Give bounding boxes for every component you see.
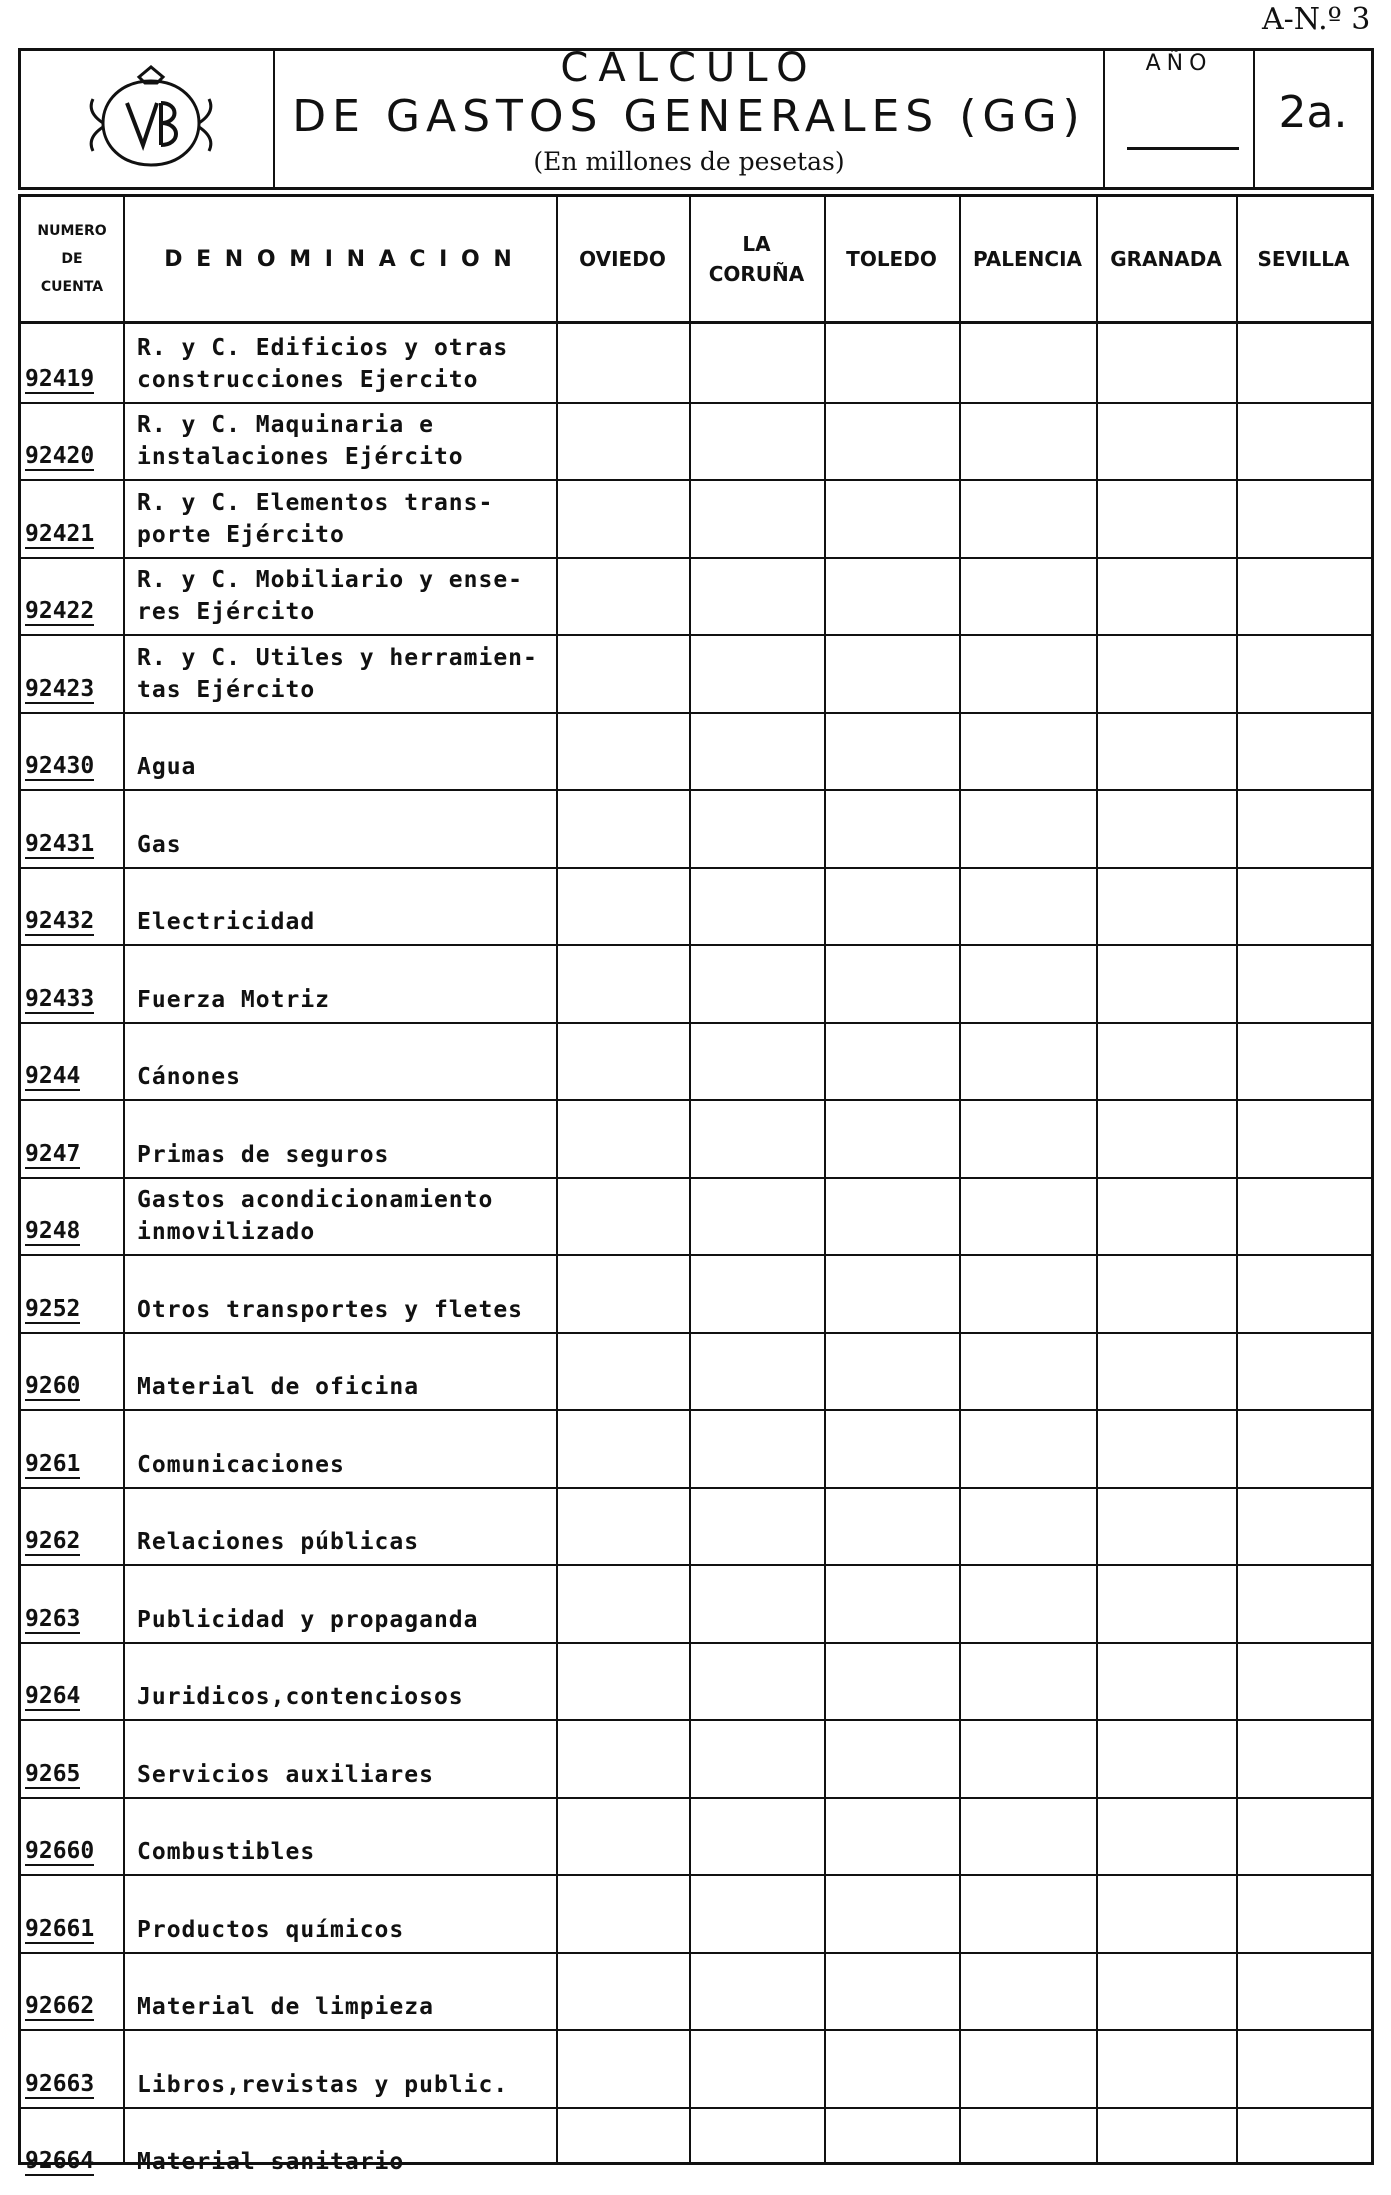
account-number-text: 92419 — [25, 365, 95, 392]
amount-cell-palencia[interactable] — [959, 1564, 1096, 1642]
account-denomination: Relaciones públicas — [137, 1529, 420, 1555]
amount-cell-palencia[interactable] — [959, 1952, 1096, 2030]
account-number-text: 92661 — [25, 1915, 95, 1942]
amount-cell-sevilla[interactable] — [1236, 2107, 1371, 2185]
table-row — [21, 1022, 1371, 1100]
account-denomination: Servicios auxiliares — [137, 1761, 434, 1788]
amount-cell-corua[interactable] — [689, 1409, 824, 1487]
amount-cell-granada[interactable] — [1096, 789, 1236, 867]
table-row — [21, 1874, 1371, 1952]
table-row — [21, 1254, 1371, 1332]
amount-cell-palencia[interactable] — [959, 1099, 1096, 1177]
amount-cell-oviedo[interactable] — [556, 1177, 689, 1255]
account-denomination: R. y C. Edificios y otras construcciones Ejercito — [137, 334, 509, 393]
amount-cell-oviedo[interactable] — [556, 1409, 689, 1487]
amount-cell-palencia[interactable] — [959, 557, 1096, 635]
amount-cell-corua[interactable] — [689, 2107, 824, 2185]
table-row — [21, 1487, 1371, 1565]
amount-cell-oviedo[interactable] — [556, 557, 689, 635]
amount-cell-granada[interactable] — [1096, 712, 1236, 790]
amount-cell-corua[interactable] — [689, 1874, 824, 1952]
account-number — [21, 789, 123, 867]
account-number-text: 92423 — [25, 675, 95, 702]
table-row — [21, 2107, 1371, 2185]
amount-cell-palencia[interactable] — [959, 789, 1096, 867]
amount-cell-granada[interactable] — [1096, 634, 1236, 712]
amount-cell-oviedo[interactable] — [556, 789, 689, 867]
amount-cell-toledo[interactable] — [824, 1874, 959, 1952]
table-row — [21, 1409, 1371, 1487]
amount-cell-oviedo[interactable] — [556, 634, 689, 712]
account-number — [21, 2107, 123, 2185]
column-header-denominacion: D E N O M I N A C I O N — [164, 246, 515, 272]
amount-cell-granada[interactable] — [1096, 1797, 1236, 1875]
amount-cell-sevilla[interactable] — [1236, 1952, 1371, 2030]
amount-cell-granada[interactable] — [1096, 1099, 1236, 1177]
amount-cell-granada[interactable] — [1096, 1874, 1236, 1952]
account-denomination: R. y C. Elementos trans- porte Ejército — [137, 489, 494, 548]
table-row — [21, 1719, 1371, 1797]
amount-cell-oviedo[interactable] — [556, 1022, 689, 1100]
account-number — [21, 634, 123, 712]
amount-cell-oviedo[interactable] — [556, 712, 689, 790]
account-number-text: 92421 — [25, 520, 95, 547]
account-denomination: R. y C. Mobiliario y ense- res Ejército — [137, 567, 524, 625]
amount-cell-toledo[interactable] — [824, 1952, 959, 2030]
amount-cell-oviedo[interactable] — [556, 2029, 689, 2107]
amount-cell-corua[interactable] — [689, 1022, 824, 1100]
account-denomination: R. y C. Maquinaria e instalaciones Ejército — [137, 412, 464, 470]
amount-cell-toledo[interactable] — [824, 2029, 959, 2107]
amount-cell-toledo[interactable] — [824, 1642, 959, 1720]
account-number — [21, 2029, 123, 2107]
account-denomination: Comunicaciones — [137, 1451, 345, 1478]
amount-cell-palencia[interactable] — [959, 634, 1096, 712]
year-box — [1105, 51, 1253, 187]
amount-cell-palencia[interactable] — [959, 1332, 1096, 1410]
form-header — [18, 45, 1374, 190]
amount-cell-toledo[interactable] — [824, 1177, 959, 1255]
amount-cell-toledo[interactable] — [824, 944, 959, 1022]
amount-cell-granada[interactable] — [1096, 1952, 1236, 2030]
account-number-text: 9260 — [25, 1373, 81, 1399]
account-number — [21, 1177, 123, 1255]
amount-cell-sevilla[interactable] — [1236, 479, 1371, 557]
amount-cell-sevilla[interactable] — [1236, 1177, 1371, 1255]
amount-cell-sevilla[interactable] — [1236, 1487, 1371, 1565]
accounts-table — [18, 194, 1374, 2175]
title-subtitle: (En millones de pesetas) — [533, 147, 845, 176]
account-denomination: Productos químicos — [137, 1916, 405, 1943]
account-number-text: 92432 — [25, 908, 95, 934]
amount-cell-corua[interactable] — [689, 402, 824, 480]
amount-cell-granada[interactable] — [1096, 1409, 1236, 1487]
amount-cell-palencia[interactable] — [959, 1022, 1096, 1100]
table-row — [21, 1564, 1371, 1642]
amount-cell-granada[interactable] — [1096, 1177, 1236, 1255]
amount-cell-corua[interactable] — [689, 634, 824, 712]
account-number-text: 9261 — [25, 1450, 81, 1477]
amount-cell-palencia[interactable] — [959, 867, 1096, 945]
amount-cell-palencia[interactable] — [959, 479, 1096, 557]
account-number — [21, 402, 123, 480]
amount-cell-granada[interactable] — [1096, 479, 1236, 557]
account-number-text: 9265 — [25, 1760, 81, 1787]
amount-cell-toledo[interactable] — [824, 1254, 959, 1332]
amount-cell-oviedo[interactable] — [556, 479, 689, 557]
amount-cell-toledo[interactable] — [824, 324, 959, 402]
account-denomination: Primas de seguros — [137, 1141, 390, 1168]
table-row — [21, 324, 1371, 402]
amount-cell-toledo[interactable] — [824, 1099, 959, 1177]
column-header-toledo: TOLEDO — [846, 247, 937, 271]
account-denomination: Gastos acondicionamiento inmovilizado — [137, 1187, 494, 1245]
table-row — [21, 1642, 1371, 1720]
account-number-text: 9263 — [25, 1605, 81, 1632]
amount-cell-granada[interactable] — [1096, 1332, 1236, 1410]
amount-cell-toledo[interactable] — [824, 712, 959, 790]
account-number — [21, 1797, 123, 1875]
amount-cell-corua[interactable] — [689, 1332, 824, 1410]
amount-cell-palencia[interactable] — [959, 1409, 1096, 1487]
amount-cell-palencia[interactable] — [959, 1797, 1096, 1875]
account-number — [21, 1409, 123, 1487]
account-number-text: 92662 — [25, 1993, 95, 2019]
account-number — [21, 712, 123, 790]
amount-cell-granada[interactable] — [1096, 867, 1236, 945]
amount-cell-corua[interactable] — [689, 324, 824, 402]
account-denomination: Material sanitario — [137, 2149, 405, 2175]
amount-cell-sevilla[interactable] — [1236, 1564, 1371, 1642]
account-number — [21, 1254, 123, 1332]
table-row — [21, 789, 1371, 867]
amount-cell-granada[interactable] — [1096, 1642, 1236, 1720]
amount-cell-granada[interactable] — [1096, 1022, 1236, 1100]
amount-cell-palencia[interactable] — [959, 2029, 1096, 2107]
amount-cell-sevilla[interactable] — [1236, 1719, 1371, 1797]
amount-cell-palencia[interactable] — [959, 1719, 1096, 1797]
account-number — [21, 1719, 123, 1797]
amount-cell-oviedo[interactable] — [556, 944, 689, 1022]
table-row — [21, 2029, 1371, 2107]
amount-cell-sevilla[interactable] — [1236, 944, 1371, 1022]
amount-cell-toledo[interactable] — [824, 634, 959, 712]
amount-cell-corua[interactable] — [689, 1719, 824, 1797]
amount-cell-sevilla[interactable] — [1236, 1874, 1371, 1952]
amount-cell-toledo[interactable] — [824, 1332, 959, 1410]
amount-cell-toledo[interactable] — [824, 1564, 959, 1642]
table-row — [21, 1177, 1371, 1255]
amount-cell-corua[interactable] — [689, 479, 824, 557]
column-header-granada: GRANADA — [1110, 247, 1222, 271]
reference-number: A-N.º 3 — [1262, 2, 1371, 37]
amount-cell-corua[interactable] — [689, 2029, 824, 2107]
amount-cell-toledo[interactable] — [824, 557, 959, 635]
amount-cell-corua[interactable] — [689, 557, 824, 635]
amount-cell-oviedo[interactable] — [556, 1797, 689, 1875]
amount-cell-sevilla[interactable] — [1236, 712, 1371, 790]
account-number-text: 9247 — [25, 1140, 81, 1167]
amount-cell-palencia[interactable] — [959, 944, 1096, 1022]
account-number-text: 9244 — [25, 1063, 81, 1089]
amount-cell-granada[interactable] — [1096, 944, 1236, 1022]
amount-cell-granada[interactable] — [1096, 2029, 1236, 2107]
amount-cell-corua[interactable] — [689, 867, 824, 945]
account-denomination: R. y C. Utiles y herramien- tas Ejército — [137, 644, 538, 703]
amount-cell-toledo[interactable] — [824, 1487, 959, 1565]
amount-cell-sevilla[interactable] — [1236, 1332, 1371, 1410]
account-denomination: Agua — [137, 754, 197, 780]
account-number — [21, 1642, 123, 1720]
amount-cell-sevilla[interactable] — [1236, 2029, 1371, 2107]
amount-cell-toledo[interactable] — [824, 1797, 959, 1875]
amount-cell-granada[interactable] — [1096, 324, 1236, 402]
amount-cell-corua[interactable] — [689, 712, 824, 790]
amount-cell-toledo[interactable] — [824, 1409, 959, 1487]
account-denomination: Combustibles — [137, 1839, 316, 1865]
account-number — [21, 1952, 123, 2030]
account-number — [21, 324, 123, 402]
amount-cell-oviedo[interactable] — [556, 324, 689, 402]
account-denomination: Cánones — [137, 1064, 241, 1090]
account-denomination: Fuerza Motriz — [137, 986, 331, 1013]
amount-cell-oviedo[interactable] — [556, 1332, 689, 1410]
amount-cell-granada[interactable] — [1096, 1487, 1236, 1565]
year-field-line — [1127, 147, 1239, 150]
amount-cell-toledo[interactable] — [824, 1719, 959, 1797]
amount-cell-granada[interactable] — [1096, 1564, 1236, 1642]
amount-cell-sevilla[interactable] — [1236, 1642, 1371, 1720]
title-line-2: DE GASTOS GENERALES (GG) — [292, 91, 1086, 142]
amount-cell-granada[interactable] — [1096, 402, 1236, 480]
amount-cell-corua[interactable] — [689, 1099, 824, 1177]
amount-cell-corua[interactable] — [689, 1564, 824, 1642]
year-label: AÑO — [1145, 51, 1213, 76]
account-number — [21, 1874, 123, 1952]
table-row — [21, 634, 1371, 712]
amount-cell-oviedo[interactable] — [556, 2107, 689, 2185]
amount-cell-oviedo[interactable] — [556, 1952, 689, 2030]
table-row — [21, 479, 1371, 557]
account-number-text: 92420 — [25, 443, 95, 469]
amount-cell-oviedo[interactable] — [556, 402, 689, 480]
amount-cell-granada[interactable] — [1096, 557, 1236, 635]
account-number-text: 92430 — [25, 753, 95, 779]
amount-cell-sevilla[interactable] — [1236, 1099, 1371, 1177]
account-denomination: Material de oficina — [137, 1374, 420, 1400]
amount-cell-sevilla[interactable] — [1236, 1409, 1371, 1487]
edition-number: 2a. — [1278, 87, 1348, 138]
amount-cell-palencia[interactable] — [959, 1177, 1096, 1255]
amount-cell-toledo[interactable] — [824, 867, 959, 945]
account-number-text: 92431 — [25, 830, 95, 857]
amount-cell-granada[interactable] — [1096, 2107, 1236, 2185]
account-number — [21, 867, 123, 945]
account-number-text: 92433 — [25, 985, 95, 1012]
title-block — [275, 45, 1103, 187]
amount-cell-corua[interactable] — [689, 1487, 824, 1565]
amount-cell-granada[interactable] — [1096, 1719, 1236, 1797]
table-row — [21, 557, 1371, 635]
amount-cell-corua[interactable] — [689, 1642, 824, 1720]
table-row — [21, 402, 1371, 480]
amount-cell-sevilla[interactable] — [1236, 402, 1371, 480]
account-number — [21, 944, 123, 1022]
amount-cell-palencia[interactable] — [959, 402, 1096, 480]
amount-cell-palencia[interactable] — [959, 1254, 1096, 1332]
amount-cell-palencia[interactable] — [959, 1487, 1096, 1565]
amount-cell-corua[interactable] — [689, 789, 824, 867]
amount-cell-oviedo[interactable] — [556, 867, 689, 945]
amount-cell-corua[interactable] — [689, 1797, 824, 1875]
column-header-oviedo: OVIEDO — [579, 247, 666, 271]
amount-cell-toledo[interactable] — [824, 1022, 959, 1100]
amount-cell-oviedo[interactable] — [556, 1099, 689, 1177]
edition-box — [1255, 51, 1371, 187]
amount-cell-oviedo[interactable] — [556, 1487, 689, 1565]
amount-cell-oviedo[interactable] — [556, 1642, 689, 1720]
amount-cell-corua[interactable] — [689, 1254, 824, 1332]
account-number — [21, 1564, 123, 1642]
amount-cell-sevilla[interactable] — [1236, 867, 1371, 945]
amount-cell-corua[interactable] — [689, 944, 824, 1022]
column-header-palencia: PALENCIA — [972, 247, 1083, 271]
account-number-text: 9264 — [25, 1683, 81, 1709]
table-row — [21, 1099, 1371, 1177]
account-denomination: Publicidad y propaganda — [137, 1606, 479, 1633]
amount-cell-palencia[interactable] — [959, 1642, 1096, 1720]
title-line-1: CALCULO — [560, 45, 818, 91]
table-row — [21, 867, 1371, 945]
account-number-text: 92660 — [25, 1838, 95, 1864]
account-number — [21, 479, 123, 557]
account-denomination: Gas — [137, 831, 182, 858]
account-denomination: Otros transportes y fletes — [137, 1296, 524, 1323]
amount-cell-toledo[interactable] — [824, 479, 959, 557]
amount-cell-sevilla[interactable] — [1236, 634, 1371, 712]
account-number-text: 9252 — [25, 1295, 81, 1322]
amount-cell-sevilla[interactable] — [1236, 789, 1371, 867]
amount-cell-palencia[interactable] — [959, 324, 1096, 402]
account-denomination: Electricidad — [137, 909, 316, 935]
column-header-sevilla: SEVILLA — [1257, 247, 1350, 271]
amount-cell-corua[interactable] — [689, 1177, 824, 1255]
account-denomination: Material de limpieza — [137, 1994, 434, 2020]
account-denomination: Libros,revistas y public. — [137, 2071, 509, 2098]
amount-cell-toledo[interactable] — [824, 402, 959, 480]
amount-cell-toledo[interactable] — [824, 789, 959, 867]
account-number — [21, 1022, 123, 1100]
column-header-numero: NUMERO DE CUENTA — [37, 223, 107, 295]
amount-cell-palencia[interactable] — [959, 2107, 1096, 2185]
amount-cell-palencia[interactable] — [959, 1874, 1096, 1952]
account-number-text: 9248 — [25, 1218, 81, 1244]
account-number-text: 9262 — [25, 1528, 81, 1554]
table-row — [21, 1797, 1371, 1875]
amount-cell-sevilla[interactable] — [1236, 324, 1371, 402]
amount-cell-corua[interactable] — [689, 1952, 824, 2030]
amount-cell-oviedo[interactable] — [556, 1719, 689, 1797]
account-denomination: Juridicos,contenciosos — [137, 1684, 464, 1710]
column-header-corua: LA CORUÑA — [708, 232, 805, 286]
amount-cell-sevilla[interactable] — [1236, 1797, 1371, 1875]
emblem-logo-icon — [81, 63, 221, 178]
account-number — [21, 1332, 123, 1410]
account-number-text: 92422 — [25, 598, 95, 624]
table-row — [21, 712, 1371, 790]
amount-cell-toledo[interactable] — [824, 2107, 959, 2185]
amount-cell-oviedo[interactable] — [556, 1254, 689, 1332]
amount-cell-sevilla[interactable] — [1236, 1022, 1371, 1100]
table-row — [21, 944, 1371, 1022]
table-row — [21, 1952, 1371, 2030]
amount-cell-palencia[interactable] — [959, 712, 1096, 790]
amount-cell-sevilla[interactable] — [1236, 557, 1371, 635]
account-number-text: 92664 — [25, 2148, 95, 2174]
amount-cell-sevilla[interactable] — [1236, 1254, 1371, 1332]
table-row — [21, 1332, 1371, 1410]
amount-cell-oviedo[interactable] — [556, 1564, 689, 1642]
account-number — [21, 1487, 123, 1565]
amount-cell-oviedo[interactable] — [556, 1874, 689, 1952]
account-number — [21, 557, 123, 635]
account-number-text: 92663 — [25, 2070, 95, 2097]
account-number — [21, 1099, 123, 1177]
amount-cell-granada[interactable] — [1096, 1254, 1236, 1332]
